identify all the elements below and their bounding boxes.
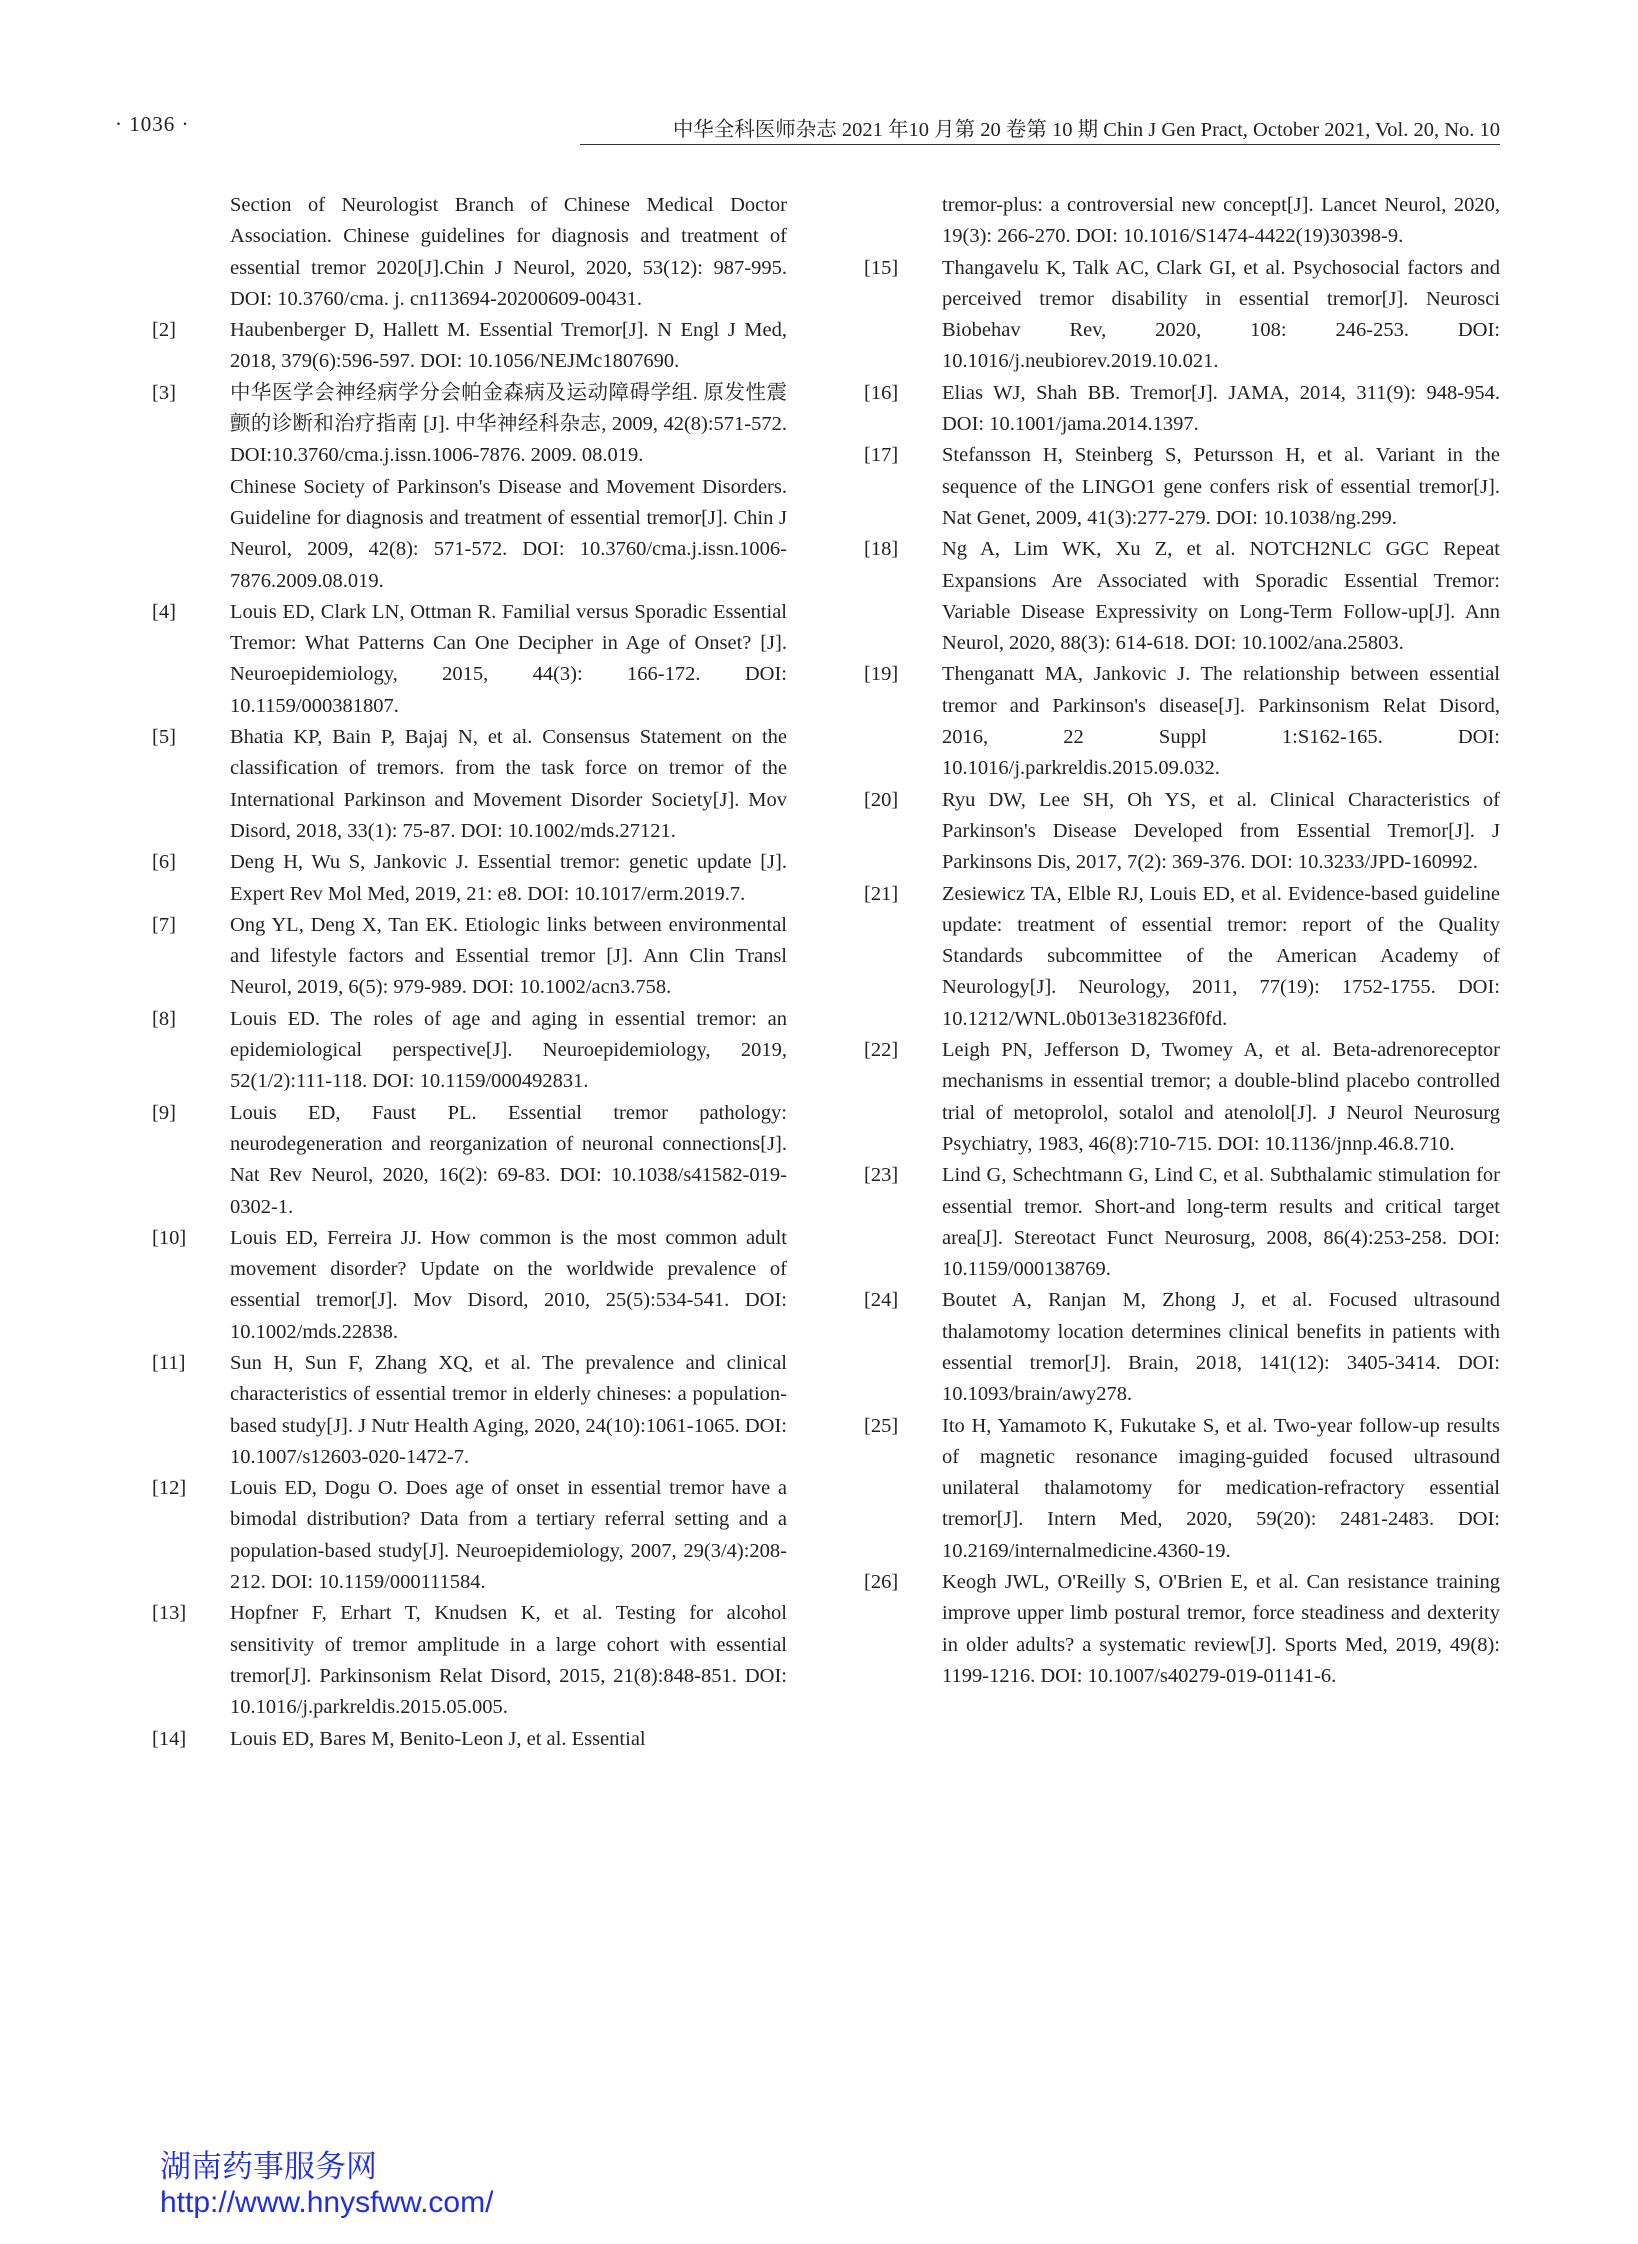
reference-entry [150,1348,787,1473]
reference-number: [4] [152,600,176,623]
reference-number: [13] [152,1602,187,1625]
reference-entry [150,472,787,597]
reference-entry [150,597,787,722]
reference-entry [150,847,787,910]
reference-text: Ng A, Lim WK, Xu Z, et al. NOTCH2NLC GGC Repeat Expansions Are Associated with Sporadic Essential Tremor: Variable Disease Expressivity on Long-Term Follow-up[J]. Ann Neurol, 2020, 88(3): 614-618. DOI: 10.1002/ana.25803. [942,538,1500,655]
reference-number: [12] [152,1477,187,1500]
reference-text: Louis ED, Ferreira JJ. How common is the most common adult movement disorder? Update on the worldwide prevalence of essential tremor[J]. Mov Disord, 2010, 25(5):534-541. DOI: 10.1002/mds.22838. [230,1226,787,1343]
reference-number: [26] [864,1571,899,1594]
references-right-column [862,190,1500,1692]
page-number: · 1036 · [115,112,190,136]
reference-text: Zesiewicz TA, Elble RJ, Louis ED, et al. Evidence-based guideline update: treatment of essential tremor: report of the Quality Standards subcommittee of the American Academy of Neurology[J]. Neurology, 2011, 77(19): 1752-1755. DOI: 10.1212/WNL.0b013e318236f0fd. [942,882,1500,1030]
reference-text: Leigh PN, Jefferson D, Twomey A, et al. Beta-adrenoreceptor mechanisms in essential tremor; a double-blind placebo controlled trial of metoprolol, sotalol and atenolol[J]. J Neurol Neurosurg Psychiatry, 1983, 46(8):710-715. DOI: 10.1136/jnnp.46.8.710. [942,1039,1500,1155]
reference-entry [862,440,1500,534]
reference-text: Elias WJ, Shah BB. Tremor[J]. JAMA, 2014, 311(9): 948-954. DOI: 10.1001/jama.2014.1397. [942,381,1500,436]
reference-number: [5] [152,726,176,749]
reference-entry [150,1724,787,1755]
reference-entry [862,1160,1500,1285]
reference-number: [23] [864,1164,899,1187]
reference-entry [150,910,787,1004]
reference-text: Louis ED, Bares M, Benito-Leon J, et al. Essential [230,1727,646,1750]
reference-number: [18] [864,538,899,561]
reference-entry [150,1223,787,1348]
reference-entry [150,378,787,472]
header-rule [580,144,1500,145]
reference-entry [150,1598,787,1723]
reference-entry [150,1004,787,1098]
reference-text: Ong YL, Deng X, Tan EK. Etiologic links between environmental and lifestyle factors and Essential tremor [J]. Ann Clin Transl Neurol, 2019, 6(5): 979-989. DOI: 10.1002/acn3.758. [230,913,787,999]
reference-text: Bhatia KP, Bain P, Bajaj N, et al. Consensus Statement on the classification of tremors. from the task force on tremor of the International Parkinson and Movement Disorder Society[J]. Mov Disord, 2018, 33(1): 75-87. DOI: 10.1002/mds.27121. [230,726,787,842]
reference-text: Thenganatt MA, Jankovic J. The relationship between essential tremor and Parkinson's disease[J]. Parkinsonism Relat Disord, 2016, 22 Suppl 1:S162-165. DOI: 10.1016/j.parkreldis.2015.09.032. [942,663,1500,780]
reference-text: Ito H, Yamamoto K, Fukutake S, et al. Two-year follow-up results of magnetic resonance imaging-guided focused ultrasound unilateral thalamotomy for medication-refractory essential tremor[J]. Intern Med, 2020, 59(20): 2481-2483. DOI: 10.2169/internalmedicine.4360-19. [942,1414,1500,1562]
journal-running-head: 中华全科医师杂志 2021 年10 月第 20 卷第 10 期 Chin J Gen Pract, October 2021, Vol. 20, No. 10 [672,119,1500,141]
reference-entry [150,722,787,847]
reference-entry [862,253,1500,378]
reference-number: [14] [152,1727,187,1750]
reference-number: [22] [864,1039,899,1062]
reference-text: Louis ED, Clark LN, Ottman R. Familial versus Sporadic Essential Tremor: What Patterns Can One Decipher in Age of Onset? [J]. Neuroepidemiology, 2015, 44(3): 166-172. DOI: 10.1159/000381807. [230,600,787,717]
reference-text: Section of Neurologist Branch of Chinese Medical Doctor Association. Chinese guidelines for diagnosis and treatment of essential tremor 2020[J].Chin J Neurol, 2020, 53(12): 987-995. DOI: 10.3760/cma. j. cn113694-20200609-00431. [230,194,787,310]
reference-number: [16] [864,381,899,404]
reference-number: [11] [152,1351,186,1374]
reference-text: Louis ED. The roles of age and aging in essential tremor: an epidemiological perspective[J]. Neuroepidemiology, 2019, 52(1/2):111-118. DOI: 10.1159/000492831. [230,1007,787,1093]
reference-number: [15] [864,256,899,279]
page-header [115,112,1500,142]
reference-entry [150,315,787,378]
reference-number: [25] [864,1414,899,1437]
reference-entry [862,1035,1500,1160]
reference-entry [862,190,1500,253]
reference-text: Louis ED, Dogu O. Does age of onset in essential tremor have a bimodal distribution? Data from a tertiary referral setting and a population-based study[J]. Neuroepidemiology, 2007, 29(3/4):208-212. DOI: 10.1159/000111584. [230,1477,787,1594]
reference-entry [150,1473,787,1598]
reference-entry [862,1411,1500,1567]
references-left-column [150,190,787,1755]
reference-number: [10] [152,1226,187,1249]
reference-text: Chinese Society of Parkinson's Disease and Movement Disorders. Guideline for diagnosis and treatment of essential tremor[J]. Chin J Neurol, 2009, 42(8): 571-572. DOI: 10.3760/cma.j.issn.1006-7876.2009.08.019. [230,475,787,592]
reference-entry [862,1567,1500,1692]
reference-number: [17] [864,444,899,467]
reference-text: Keogh JWL, O'Reilly S, O'Brien E, et al. Can resistance training improve upper limb postural tremor, force steadiness and dexterity in older adults? a systematic review[J]. Sports Med, 2019, 49(8): 1199-1216. DOI: 10.1007/s40279-019-01141-6. [942,1571,1500,1687]
reference-entry [862,1285,1500,1410]
reference-number: [20] [864,788,899,811]
reference-text: Haubenberger D, Hallett M. Essential Tremor[J]. N Engl J Med, 2018, 379(6):596-597. DOI: 10.1056/NEJMc1807690. [230,319,787,373]
reference-number: [6] [152,851,176,874]
reference-text: Boutet A, Ranjan M, Zhong J, et al. Focused ultrasound thalamotomy location determines clinical benefits in patients with essential tremor[J]. Brain, 2018, 141(12): 3405-3414. DOI: 10.1093/brain/awy278. [942,1289,1500,1406]
reference-text: Deng H, Wu S, Jankovic J. Essential tremor: genetic update [J]. Expert Rev Mol Med, 2019, 21: e8. DOI: 10.1017/erm.2019.7. [230,851,787,905]
reference-number: [2] [152,319,176,342]
watermark-url-link[interactable]: http://www.hnysfww.com/ [160,2186,494,2219]
reference-text: Sun H, Sun F, Zhang XQ, et al. The prevalence and clinical characteristics of essential tremor in elderly chineses: a population-based study[J]. J Nutr Health Aging, 2020, 24(10):1061-1065. DOI: 10.1007/s12603-020-1472-7. [230,1351,787,1468]
reference-number: [9] [152,1101,176,1124]
reference-text: Thangavelu K, Talk AC, Clark GI, et al. Psychosocial factors and perceived tremor disability in essential tremor[J]. Neurosci Biobehav Rev, 2020, 108: 246-253. DOI: 10.1016/j.neubiorev.2019.10.021. [942,256,1500,373]
reference-number: [7] [152,913,176,936]
reference-text: Lind G, Schechtmann G, Lind C, et al. Subthalamic stimulation for essential tremor. Short-and long-term results and critical target area[J]. Stereotact Funct Neurosurg, 2008, 86(4):253-258. DOI: 10.1159/000138769. [942,1164,1500,1281]
reference-text: 中华医学会神经病学分会帕金森病及运动障碍学组. 原发性震颤的诊断和治疗指南 [J]. 中华神经科杂志, 2009, 42(8):571-572. DOI:10.3760/cma.j.issn.1006-7876. 2009. 08.019. [230,381,787,467]
reference-text: tremor-plus: a controversial new concept[J]. Lancet Neurol, 2020, 19(3): 266-270. DOI: 10.1016/S1474-4422(19)30398-9. [942,194,1500,248]
reference-entry [150,190,787,315]
reference-number: [24] [864,1289,899,1312]
reference-text: Ryu DW, Lee SH, Oh YS, et al. Clinical Characteristics of Parkinson's Disease Developed from Essential Tremor[J]. J Parkinsons Dis, 2017, 7(2): 369-376. DOI: 10.3233/JPD-160992. [942,788,1500,874]
reference-number: [3] [152,381,176,404]
reference-entry [862,534,1500,659]
reference-entry [862,785,1500,879]
reference-entry [862,879,1500,1035]
reference-entry [150,1098,787,1223]
reference-text: Louis ED, Faust PL. Essential tremor pathology: neurodegeneration and reorganization of neuronal connections[J]. Nat Rev Neurol, 2020, 16(2): 69-83. DOI: 10.1038/s41582-019-0302-1. [230,1101,787,1218]
reference-number: [8] [152,1007,176,1030]
watermark[interactable] [160,2148,493,2220]
watermark-site-name: 湖南药事服务网 [160,2149,377,2184]
reference-text: Stefansson H, Steinberg S, Petursson H, et al. Variant in the sequence of the LINGO1 gene confers risk of essential tremor[J]. Nat Genet, 2009, 41(3):277-279. DOI: 10.1038/ng.299. [942,444,1500,529]
reference-text: Hopfner F, Erhart T, Knudsen K, et al. Testing for alcohol sensitivity of tremor amplitude in a large cohort with essential tremor[J]. Parkinsonism Relat Disord, 2015, 21(8):848-851. DOI: 10.1016/j.parkreldis.2015.05.005. [230,1602,787,1719]
reference-entry [862,659,1500,784]
reference-entry [862,378,1500,441]
reference-number: [21] [864,882,899,905]
reference-number: [19] [864,663,899,686]
